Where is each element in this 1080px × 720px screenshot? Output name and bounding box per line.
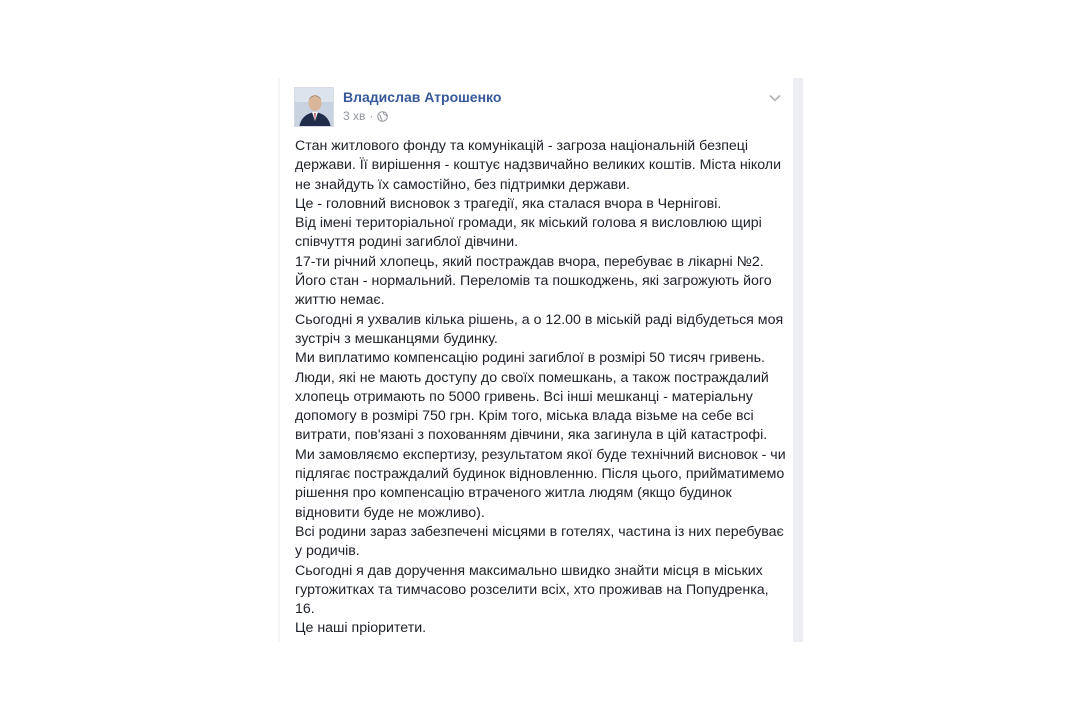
post-paragraph: Сьогодні я дав доручення максимально швидко знайти місця в міських гуртожитках та тимчасово розселити всіх, хто проживав на Попудренка, 16. — [295, 562, 769, 618]
post-paragraph: Від імені територіальної громади, як міський голова я висловлюю щирі співчуття родині загиблої дівчини. — [295, 215, 762, 251]
post-paragraph: Ми виплатимо компенсацію родині загиблої в розмірі 50 тисяч гривень. Люди, які не мають доступу до своїх помешкань, а також постраждалий хлопець отримають по 5000 гривень. Всі інші мешканці - матеріальну допомогу в розмірі 750 грн. Крім того, міська влада візьме на себе всі витрати, пов'язані з похованням дівчини, яка загинула в цій катастрофі. — [295, 350, 769, 444]
globe-icon[interactable] — [377, 111, 388, 122]
post-timestamp[interactable]: 3 хв — [343, 109, 366, 123]
post-paragraph: 17-ти річний хлопець, який постраждав вчора, перебуває в лікарні №2. Його стан - нормальний. Переломів та пошкоджень, які загрожують його життю немає. — [295, 253, 772, 309]
post-paragraph: Всі родини зараз забезпечені місцями в готелях, частина із них перебуває у родичів. — [295, 523, 784, 560]
author-name-link[interactable]: Владислав Атрошенко — [343, 89, 502, 105]
post-body — [295, 137, 787, 639]
post-paragraph: Ми замовляємо експертизу, результатом якої буде технічний висновок - чи підлягає постраждалий будинок відновленню. Після цього, прийматимемо рішення про компенсацію втраченого житла людям (якщо будинок відновити буде не можливо). — [295, 446, 786, 521]
post-paragraph: Сьогодні я ухвалив кілька рішень, а о 12.00 в міській раді відбудеться моя зустріч з мешканцями будинку. — [295, 311, 784, 347]
post-meta — [343, 109, 388, 123]
meta-separator: · — [369, 109, 374, 123]
author-avatar[interactable] — [294, 87, 334, 127]
post-paragraph: Це - головний висновок з трагедії, яка сталася вчора в Чернігові. — [295, 195, 722, 212]
post-paragraph: Стан житлового фонду та комунікацій - загроза національній безпеці держави. Її вирішення - коштує надзвичайно великих коштів. Міста ніколи не знайдуть їх самостійно, без підтримки держави. — [295, 138, 782, 193]
chevron-down-icon[interactable] — [768, 90, 782, 100]
feed-scroll-gutter — [793, 78, 803, 642]
post-paragraph: Це наші пріоритети. — [295, 620, 427, 637]
